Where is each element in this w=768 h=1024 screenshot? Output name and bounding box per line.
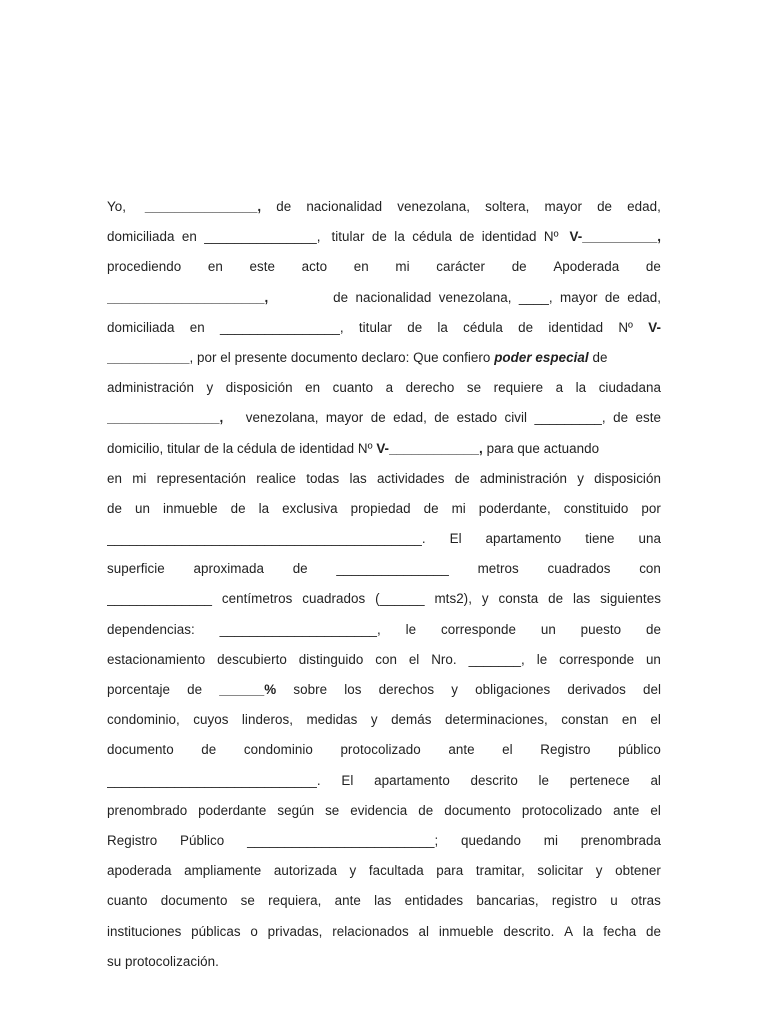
word: a xyxy=(385,380,394,396)
word: actividades xyxy=(376,470,445,486)
word: de xyxy=(418,802,434,818)
word: (______ xyxy=(375,591,425,607)
document-line xyxy=(107,192,661,222)
word: A xyxy=(564,923,574,939)
word: público xyxy=(618,742,661,758)
document-line xyxy=(107,826,661,856)
document-line xyxy=(107,856,661,886)
word: derecho xyxy=(405,380,455,396)
word: mi xyxy=(543,832,559,848)
word: de xyxy=(645,259,661,275)
text-segment: V-____________, xyxy=(376,440,483,456)
word: cuanto xyxy=(332,380,374,396)
word: una xyxy=(638,531,661,547)
word: mts2), xyxy=(434,591,472,607)
word: realice xyxy=(256,470,296,486)
word: de xyxy=(511,259,527,275)
word: el xyxy=(502,742,513,758)
word: requiere xyxy=(493,380,544,396)
word: privadas, xyxy=(267,923,323,939)
word: sobre xyxy=(293,682,328,697)
word: prenombrada xyxy=(580,832,661,848)
word: linderos, xyxy=(241,712,293,728)
word: el xyxy=(650,712,661,728)
word: y xyxy=(451,682,459,697)
word: y xyxy=(595,863,603,879)
word: __________________________________________. xyxy=(107,531,426,547)
word: siguientes xyxy=(600,591,661,607)
word: corresponde xyxy=(441,621,516,637)
word: nacionalidad xyxy=(306,199,383,214)
word: _______________, xyxy=(107,410,224,426)
word: el xyxy=(650,802,661,818)
word: poderdante xyxy=(198,802,267,818)
word: la xyxy=(258,500,270,516)
word: en xyxy=(189,319,205,335)
word: un xyxy=(134,500,150,516)
word: estacionamiento xyxy=(107,651,206,667)
text-segment: de xyxy=(588,349,608,365)
word: de xyxy=(187,682,203,697)
word: constituido xyxy=(563,500,629,516)
word: mayor xyxy=(544,199,582,214)
document-line xyxy=(107,735,661,765)
word: ante xyxy=(448,742,475,758)
word: protocolizado xyxy=(521,802,603,818)
word: apartamento xyxy=(374,772,450,788)
word: cuadrados xyxy=(302,591,366,607)
word: u xyxy=(610,893,618,909)
word: obtener xyxy=(615,863,661,879)
word: cuyos xyxy=(193,712,229,728)
word: disposición xyxy=(594,470,661,486)
word: _______________ xyxy=(336,561,449,577)
document-line xyxy=(107,252,661,282)
word: ante xyxy=(613,802,640,818)
word: cuanto xyxy=(107,893,148,909)
word: las xyxy=(374,893,392,909)
word: mi xyxy=(451,500,466,516)
word: venezolana, xyxy=(397,199,470,214)
word: consta xyxy=(498,591,539,607)
word: un xyxy=(540,621,556,637)
document-line xyxy=(107,917,661,947)
word: puesto xyxy=(580,621,622,637)
word: de xyxy=(276,199,292,214)
word: ____________________________. xyxy=(107,772,321,788)
word: representación xyxy=(156,470,246,486)
word: del xyxy=(642,682,661,697)
word: ampliamente xyxy=(184,863,262,879)
word: de xyxy=(548,591,564,607)
document-line xyxy=(107,615,661,645)
word: dependencias: xyxy=(107,621,195,637)
word: o xyxy=(250,923,258,939)
word: de xyxy=(230,500,246,516)
word: se xyxy=(325,802,340,818)
document-body xyxy=(107,192,661,977)
word: y xyxy=(206,380,214,396)
word: y xyxy=(577,470,584,486)
document-line xyxy=(107,403,661,433)
word: en xyxy=(621,712,637,728)
word: al xyxy=(650,772,661,788)
word: se xyxy=(240,893,255,909)
word: prenombrado xyxy=(107,802,188,818)
word: Apoderada xyxy=(553,259,620,275)
word: domiciliada en _______________, xyxy=(107,229,321,245)
document-line xyxy=(107,554,661,584)
word: según xyxy=(277,802,315,818)
word: entidades xyxy=(404,893,464,909)
word: de xyxy=(454,470,470,486)
word: descubierto xyxy=(217,651,287,667)
document-line xyxy=(107,886,661,916)
word: venezolana, mayor de edad, de estado civil _________, de este xyxy=(245,410,661,426)
word: apartamento xyxy=(485,531,562,547)
word: ______________ xyxy=(107,591,212,607)
word: poderdante, xyxy=(478,500,551,516)
word: en xyxy=(305,380,321,396)
word: documento xyxy=(160,893,228,909)
word: los xyxy=(344,682,362,697)
word: tiene xyxy=(585,531,615,547)
word: _________________________; xyxy=(247,832,439,848)
word: de xyxy=(107,500,122,516)
word: Yo, xyxy=(107,199,127,214)
word: metros xyxy=(477,561,519,577)
word: El xyxy=(449,531,462,547)
word: le xyxy=(405,621,417,637)
document-line xyxy=(107,464,661,494)
word: ______% xyxy=(219,682,277,697)
word: otras xyxy=(630,893,661,909)
word: registro xyxy=(551,893,597,909)
word: centímetros xyxy=(221,591,293,607)
word: El xyxy=(341,772,354,788)
word: instituciones xyxy=(107,923,182,939)
word: corresponde xyxy=(559,651,635,667)
word: descrito xyxy=(470,772,518,788)
document-line xyxy=(107,343,661,373)
word: le xyxy=(538,772,550,788)
document-line xyxy=(107,947,661,977)
word: documento xyxy=(107,742,174,758)
word: las xyxy=(572,591,591,607)
document-line xyxy=(107,796,661,826)
document-line xyxy=(107,283,661,313)
word: en xyxy=(353,259,369,275)
word: ________________, xyxy=(219,319,344,335)
word: aproximada xyxy=(193,561,264,577)
document-line xyxy=(107,373,661,403)
word: _______, xyxy=(468,651,525,667)
word: administración xyxy=(107,380,195,396)
word: todas xyxy=(306,470,340,486)
word: relacionados xyxy=(332,923,409,939)
word: demás xyxy=(391,712,432,728)
word: Nº xyxy=(618,319,633,335)
word: superficie xyxy=(107,561,165,577)
word: fecha xyxy=(603,923,637,939)
word: bancarias, xyxy=(476,893,539,909)
word: el xyxy=(408,651,420,667)
word: derivados xyxy=(567,682,626,697)
word: Registro xyxy=(540,742,591,758)
word: y xyxy=(481,591,489,607)
word: de xyxy=(423,500,439,516)
word: protocolizado xyxy=(340,742,421,758)
text-segment: poder especial xyxy=(494,349,589,365)
word: a xyxy=(555,380,564,396)
word: mi xyxy=(395,259,410,275)
word: para xyxy=(436,863,464,879)
word: de xyxy=(646,621,661,637)
document-line xyxy=(107,584,661,614)
text-segment: , por el presente documento declaro: Que confiero xyxy=(189,349,495,365)
word: determinaciones, xyxy=(444,712,548,728)
word: condominio xyxy=(243,742,313,758)
document-line xyxy=(107,494,661,524)
word: _______________, xyxy=(141,199,262,214)
word: medidas xyxy=(306,712,358,728)
word: de xyxy=(292,561,308,577)
word: disposición xyxy=(225,380,293,396)
word: exclusiva xyxy=(282,500,338,516)
word: por xyxy=(641,500,661,516)
word: y xyxy=(370,712,378,728)
word: derechos xyxy=(378,682,435,697)
word: ante xyxy=(334,893,361,909)
word: apoderada xyxy=(107,863,172,879)
text-segment: su protocolización. xyxy=(107,953,219,969)
word: procediendo xyxy=(107,259,182,275)
word: descrito. xyxy=(503,923,555,939)
document-line xyxy=(107,645,661,675)
word: _____________________, xyxy=(107,289,269,305)
word: facultada xyxy=(368,863,424,879)
word: en xyxy=(107,470,122,486)
word: Público xyxy=(180,832,225,848)
word: la xyxy=(582,923,594,939)
word: este xyxy=(249,259,276,275)
word: en xyxy=(207,259,223,275)
document-line xyxy=(107,313,661,343)
word: edad, xyxy=(627,199,661,214)
word: requiera, xyxy=(268,893,322,909)
word: con xyxy=(639,561,661,577)
word: públicas xyxy=(191,923,241,939)
document-line xyxy=(107,766,661,796)
word: ciudadana xyxy=(598,380,661,396)
word: al xyxy=(418,923,430,939)
word: mi xyxy=(132,470,147,486)
word: inmueble xyxy=(438,923,494,939)
word: administración xyxy=(479,470,567,486)
word: de xyxy=(597,199,613,214)
word: con xyxy=(375,651,397,667)
document-line xyxy=(107,524,661,554)
word: cédula xyxy=(463,319,503,335)
word: un xyxy=(645,651,661,667)
word: cuadrados xyxy=(547,561,611,577)
word: le xyxy=(536,651,548,667)
word: quedando xyxy=(461,832,522,848)
word: porcentaje xyxy=(107,682,171,697)
word: de xyxy=(407,319,423,335)
document-line xyxy=(107,434,661,464)
word: identidad xyxy=(548,319,604,335)
word: evidencia xyxy=(350,802,408,818)
word: inmueble xyxy=(162,500,218,516)
word: de xyxy=(646,923,661,939)
word: autorizada xyxy=(273,863,337,879)
word: V- xyxy=(648,319,661,335)
word: distinguido xyxy=(298,651,364,667)
word: acto xyxy=(301,259,328,275)
word: tramitar, xyxy=(475,863,525,879)
word: y xyxy=(349,863,357,879)
document-line xyxy=(107,675,661,705)
word: las xyxy=(349,470,367,486)
word: de nacionalidad venezolana, ____, mayor de edad, xyxy=(333,289,661,305)
word: documento xyxy=(444,802,511,818)
word: titular xyxy=(358,319,392,335)
word: solicitar xyxy=(537,863,584,879)
word: titular de la cédula de identidad Nº xyxy=(331,229,559,245)
word: pertenece xyxy=(569,772,630,788)
document-line xyxy=(107,222,661,252)
document-line xyxy=(107,705,661,735)
text-segment: para que actuando xyxy=(482,440,600,456)
word: propiedad xyxy=(350,500,411,516)
text-segment: ___________ xyxy=(107,349,190,365)
word: constan xyxy=(561,712,609,728)
word: Nro. xyxy=(431,651,457,667)
word: obligaciones xyxy=(475,682,551,697)
word: se xyxy=(466,380,482,396)
word: de xyxy=(201,742,217,758)
word: la xyxy=(575,380,587,396)
word: Registro xyxy=(107,832,158,848)
word: condominio, xyxy=(107,712,180,728)
word: soltera, xyxy=(485,199,530,214)
word: _____________________, xyxy=(219,621,381,637)
word: de xyxy=(518,319,534,335)
text-segment: domicilio, titular de la cédula de identidad Nº xyxy=(107,440,377,456)
word: la xyxy=(437,319,448,335)
word: carácter xyxy=(436,259,486,275)
word: V-__________, xyxy=(569,229,661,245)
word: domiciliada xyxy=(107,319,175,335)
